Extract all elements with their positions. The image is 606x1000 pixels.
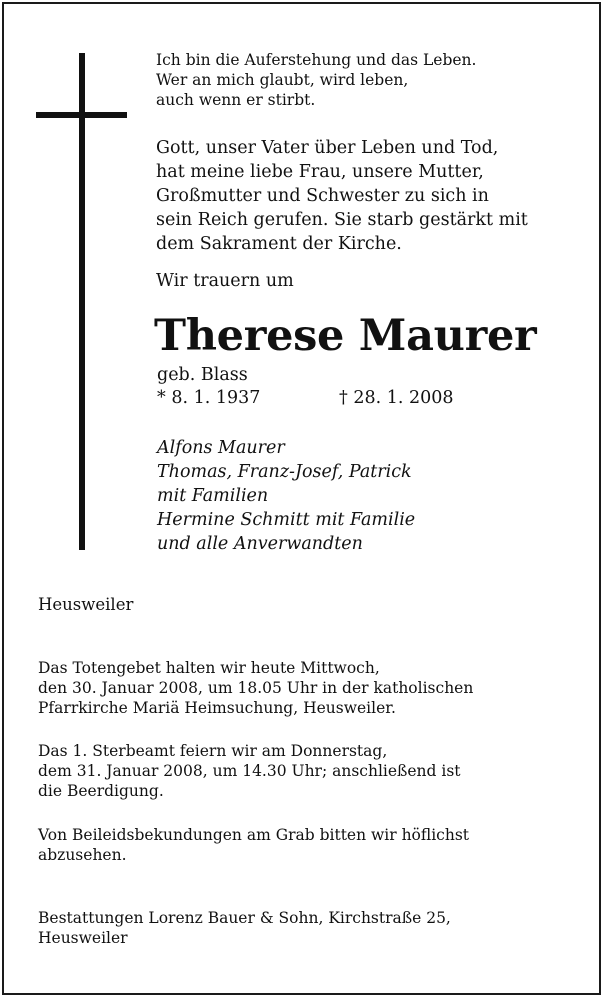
birth-date: * 8. 1. 1937 [157,388,261,408]
condolences-note: Von Beileidsbekundungen am Grab bitten wir höflichst abzusehen. [38,826,470,864]
prayer-info: Das Totengebet halten wir heute Mittwoch, den 30. Januar 2008, um 18.05 Uhr in der katholischen Pfarrkirche Mariä Heimsuchung, Heusweiler. [38,659,474,717]
death-date: † 28. 1. 2008 [339,388,454,408]
maiden-name: geb. Blass [157,365,248,385]
mourners-list: Alfons Maurer Thomas, Franz-Josef, Patrick mit Familien Hermine Schmitt mit Familie und alle Anverwandten [157,438,416,554]
undertaker-info: Bestattungen Lorenz Bauer & Sohn, Kirchstraße 25, Heusweiler [38,909,451,947]
mourning-line: Wir trauern um [156,271,294,291]
cross-horizontal-bar [36,112,127,118]
bible-verse: Ich bin die Auferstehung und das Leben. Wer an mich glaubt, wird leben, auch wenn er stirbt. [156,51,477,109]
deceased-name: Therese Maurer [154,311,537,361]
death-announcement: Gott, unser Vater über Leben und Tod, hat meine liebe Frau, unsere Mutter, Großmutter und Schwester zu sich in sein Reich gerufen. Sie starb gestärkt mit dem Sakrament der Kirche. [156,138,528,254]
cross-vertical-bar [79,53,85,550]
funeral-info: Das 1. Sterbeamt feiern wir am Donnerstag, dem 31. Januar 2008, um 14.30 Uhr; anschließend ist die Beerdigung. [38,742,461,800]
place-name: Heusweiler [38,595,134,614]
